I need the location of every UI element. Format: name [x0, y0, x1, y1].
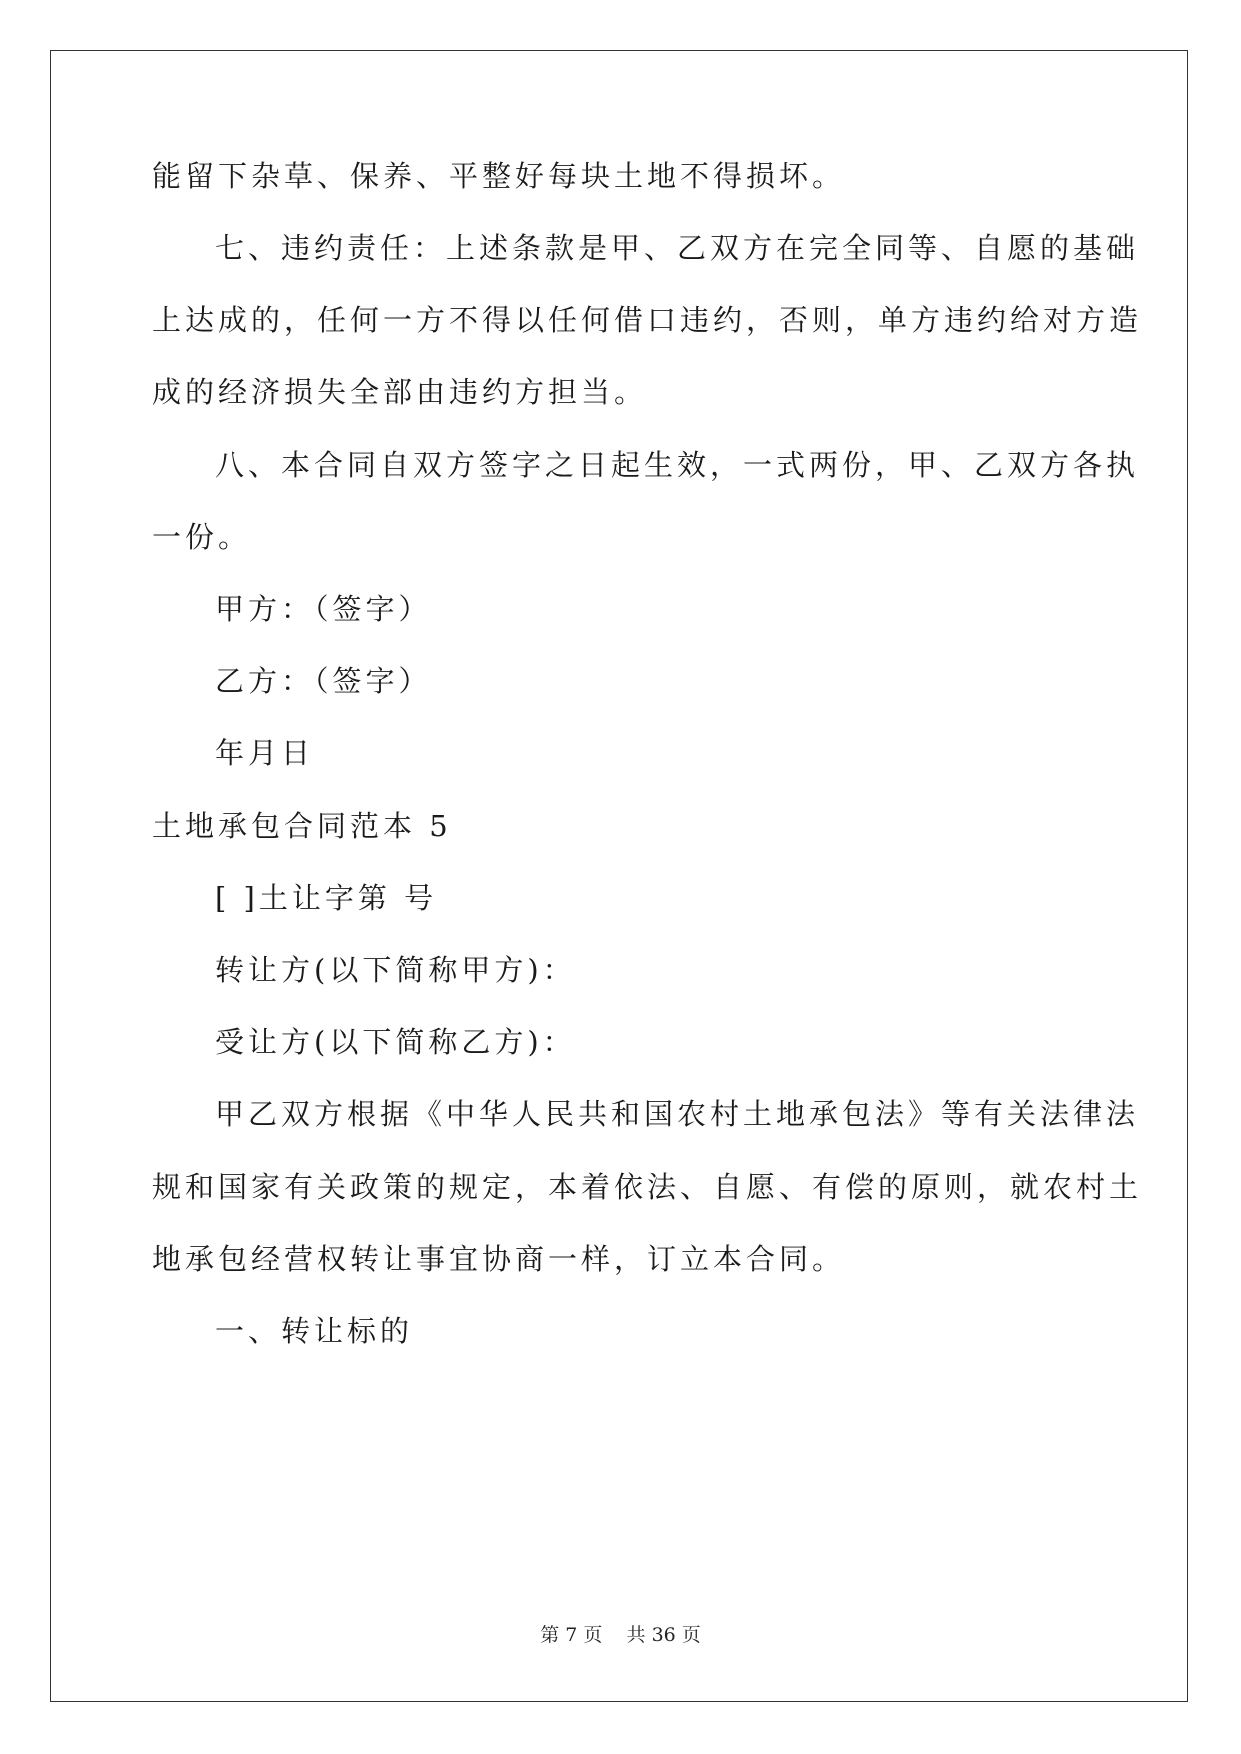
- paragraph-line: 甲乙双方根据《中华人民共和国农村土地承包法》等有关法律法: [215, 1097, 1140, 1131]
- page-border: [50, 50, 1188, 1702]
- date-line: 年月日: [215, 736, 315, 770]
- paragraph-line: 规和国家有关政策的规定，本着依法、自愿、有偿的原则，就农村土: [152, 1170, 1143, 1204]
- party-b-signature-line: 乙方：（签字）: [215, 664, 432, 698]
- document-number-line: [ ]土让字第 号: [215, 881, 438, 915]
- transferee-line: 受让方(以下简称乙方)：: [215, 1025, 576, 1059]
- section-heading: 土地承包合同范本 5: [152, 809, 452, 843]
- paragraph-line: 一份。: [152, 520, 252, 554]
- page-number: 第 7 页 共 36 页: [540, 1624, 701, 1646]
- paragraph-line: 八、本合同自双方签字之日起生效，一式两份，甲、乙双方各执: [215, 448, 1140, 482]
- paragraph-line: 成的经济损失全部由违约方担当。: [152, 375, 648, 409]
- paragraph-line: 上达成的，任何一方不得以任何借口违约，否则，单方违约给对方造: [152, 303, 1143, 337]
- paragraph-line: 能留下杂草、保养、平整好每块土地不得损坏。: [152, 159, 846, 193]
- paragraph-line: 地承包经营权转让事宜协商一样，订立本合同。: [152, 1242, 846, 1276]
- page-footer: [0, 1623, 1241, 1647]
- paragraph-line: 七、违约责任：上述条款是甲、乙双方在完全同等、自愿的基础: [215, 231, 1140, 265]
- party-a-signature-line: 甲方：（签字）: [215, 592, 432, 626]
- transferor-line: 转让方(以下简称甲方)：: [215, 953, 576, 987]
- clause-heading: 一、转让标的: [215, 1314, 414, 1348]
